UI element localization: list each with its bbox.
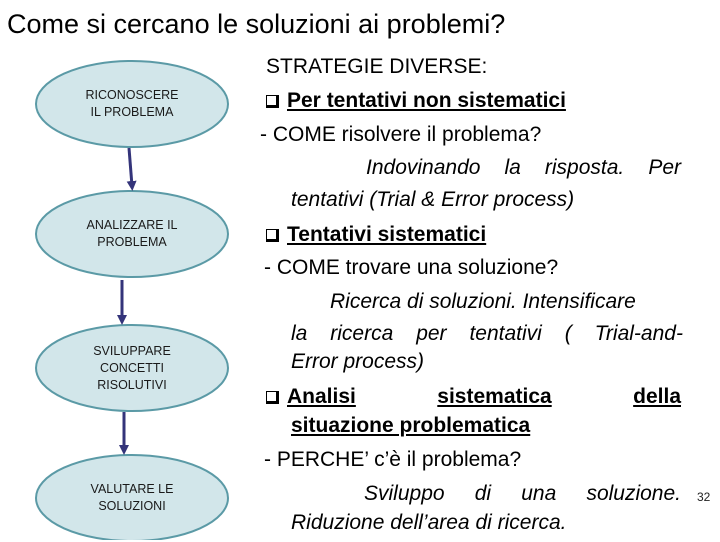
flow-node-4-shape xyxy=(36,455,228,540)
strategy-2-question: - COME trovare una soluzione? xyxy=(264,256,559,279)
strategy-1-answer-word: Indovinando xyxy=(366,156,481,179)
strategy-3-title-word: della xyxy=(633,385,681,408)
flow-node-2-label: ANALIZZARE IL PROBLEMA xyxy=(86,218,178,249)
flow-node-4-label: VALUTARE LE SOLUZIONI xyxy=(90,482,174,513)
strategy-1-answer-word: Per xyxy=(648,156,681,179)
strategy-2-answer-word: la xyxy=(291,322,308,345)
flow-node-1-shape xyxy=(36,61,228,147)
strategy-1-answer-word: la xyxy=(504,156,521,179)
page-number: 32 xyxy=(697,490,711,504)
strategy-3-answer-word: soluzione. xyxy=(586,482,681,505)
checkbox-bullet-icon xyxy=(266,229,279,242)
strategy-3-answer-line-1 xyxy=(364,480,681,508)
process-flowchart xyxy=(0,0,260,540)
flow-arrow-1 xyxy=(129,148,132,186)
strategy-1-answer-line-1 xyxy=(366,154,681,182)
strategy-2-answer-word: tentativi xyxy=(469,322,542,345)
strategy-3-title-line-2: situazione problematica xyxy=(291,414,531,437)
strategy-2-answer-word: Trial-and- xyxy=(594,322,683,345)
strategy-2-answer-line-2 xyxy=(291,320,683,348)
strategy-3-question: - PERCHE’ c’è il problema? xyxy=(264,448,522,471)
strategy-1-answer-word: risposta. xyxy=(544,156,625,179)
checkbox-bullet-icon xyxy=(266,95,279,108)
strategy-2-answer-word: per xyxy=(416,322,447,345)
strategy-3-answer-word: di xyxy=(474,482,492,505)
flow-node-2-shape xyxy=(36,191,228,277)
strategy-3-answer-word: una xyxy=(521,482,557,505)
strategy-2-title-line xyxy=(266,221,486,249)
strategy-1-title: Per tentativi non sistematici xyxy=(287,89,566,112)
strategy-3-title-word: sistematica xyxy=(437,385,552,408)
strategy-3-title-word: Analisi xyxy=(287,385,356,408)
strategy-1-title-line xyxy=(266,87,566,115)
checkbox-bullet-icon xyxy=(266,391,279,404)
strategy-3-answer-word: Sviluppo xyxy=(364,482,445,505)
strategy-1-answer-line-2: tentativi (Trial & Error process) xyxy=(291,188,575,211)
strategy-3-answer-line-2: Riduzione dell’area di ricerca. xyxy=(291,511,567,534)
strategy-2-title: Tentativi sistematici xyxy=(287,223,487,246)
strategy-2-answer-word: ricerca xyxy=(330,322,394,345)
flow-node-1-label: RICONOSCERE IL PROBLEMA xyxy=(85,88,179,119)
flow-node-3-label: SVILUPPARE CONCETTI RISOLUTIVI xyxy=(93,343,171,392)
slide-title: Come si cercano le soluzioni ai problemi? xyxy=(7,9,506,39)
strategy-2-answer-line-3: Error process) xyxy=(291,350,425,373)
flow-node-3-shape xyxy=(36,325,228,411)
strategy-2-answer-line-1: Ricerca di soluzioni. Intensificare xyxy=(330,290,636,313)
strategies-heading: STRATEGIE DIVERSE: xyxy=(266,55,488,78)
strategy-2-answer-word: ( xyxy=(564,322,572,345)
strategy-3-title-line xyxy=(266,383,681,411)
strategy-1-question: - COME risolvere il problema? xyxy=(260,123,542,146)
